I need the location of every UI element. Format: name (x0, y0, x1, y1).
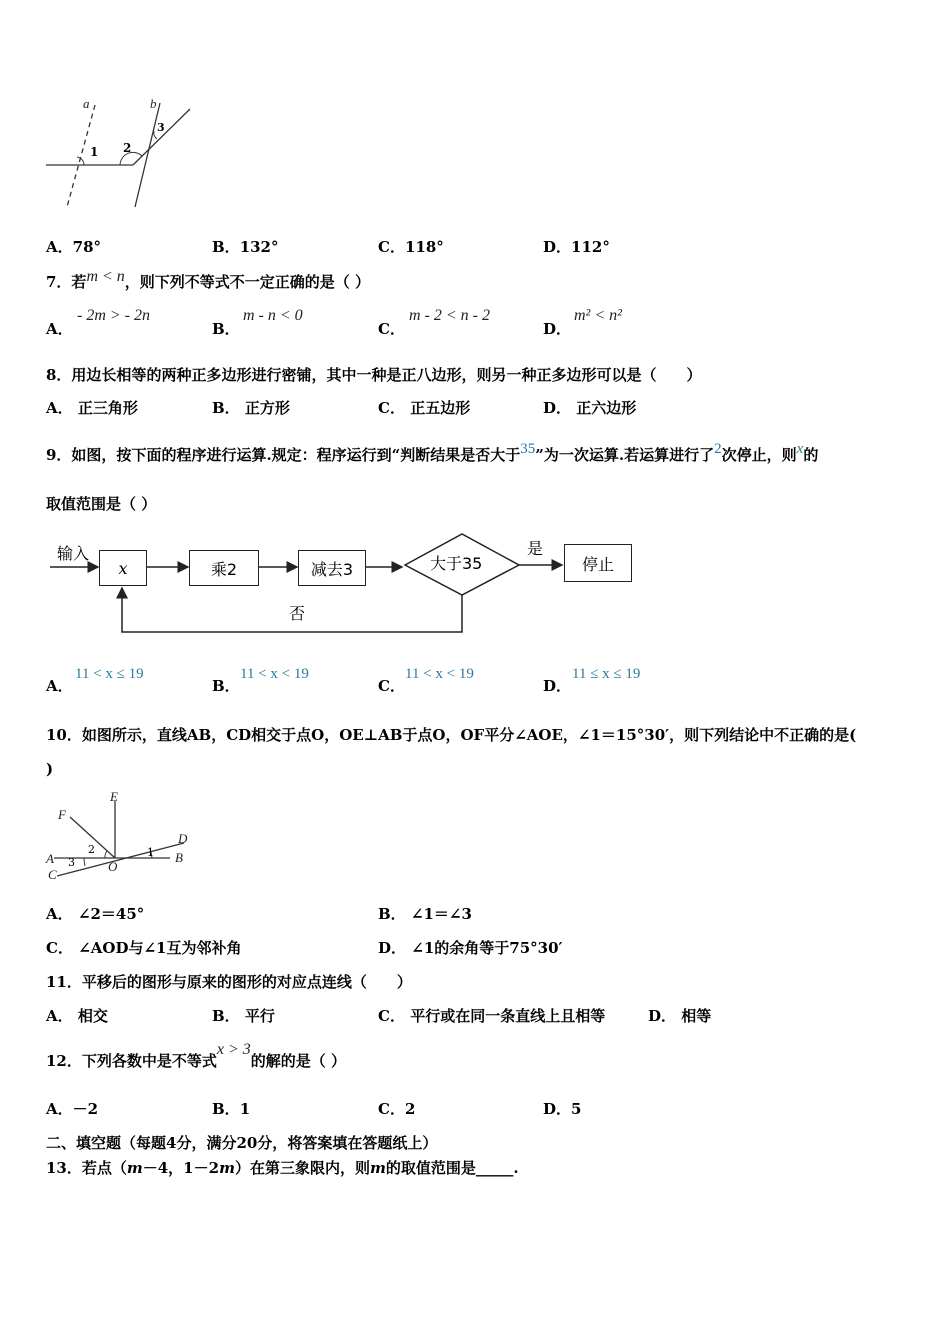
q10-option-a[interactable]: A． ∠2＝45° (46, 905, 145, 923)
angle-2-arc (105, 851, 107, 858)
label-d: D (178, 831, 188, 846)
angle-3-arc (84, 858, 85, 866)
q7-option-c[interactable]: m - 2 < n - 2 (409, 307, 491, 324)
q7-option-a[interactable]: - 2m > - 2n (77, 307, 151, 324)
angle-3-label: 3 (157, 121, 165, 134)
q9-stem: 9．如图，按下面的程序进行运算.规定：程序运行到“判断结果是否大于35”为一次运算.若运算进行了2次停止，则x的 (46, 441, 819, 464)
q6-option-d[interactable]: D．112° (543, 238, 610, 256)
flow-judge-label: 大于35 (430, 554, 483, 573)
q11-option-b[interactable]: B． 平行 (212, 1007, 275, 1025)
q8-option-d[interactable]: D． 正六边形 (543, 399, 637, 417)
q9-stem-line2: 取值范围是（ ） (46, 495, 157, 513)
answer-blank[interactable]: _____ (475, 1159, 514, 1177)
label-b: b (150, 96, 157, 111)
q7-option-b[interactable]: m - n < 0 (243, 307, 303, 324)
q13-stem: 13．若点（m－4，1－2m）在第三象限内，则m的取值范围是_____. (46, 1159, 519, 1177)
q7-option-c-letter: C． (378, 320, 405, 338)
q11-option-d[interactable]: D． 相等 (648, 1007, 712, 1025)
label-o: O (108, 859, 118, 874)
line-cd (57, 843, 184, 876)
q11-stem: 11．平移后的图形与原来的图形的对应点连线（ ） (46, 973, 412, 991)
q8-option-c[interactable]: C． 正五边形 (378, 399, 471, 417)
angle-2-label: 2 (123, 141, 132, 155)
q10-option-c[interactable]: C． ∠AOD与∠1互为邻补角 (46, 939, 242, 957)
q6-option-a[interactable]: A．78° (46, 238, 102, 256)
q7-option-d[interactable]: m² < n² (574, 307, 622, 324)
label-b: B (175, 850, 183, 865)
q8-stem: 8．用边长相等的两种正多边形进行密铺，其中一种是正八边形，则另一种正多边形可以是（ ） (46, 366, 702, 384)
q12-option-a[interactable]: A．－2 (46, 1100, 99, 1118)
label-a: A (46, 851, 54, 866)
flow-yes-label: 是 (527, 539, 544, 558)
q11-option-c[interactable]: C． 平行或在同一条直线上且相等 (378, 1007, 606, 1025)
q12-option-c[interactable]: C．2 (378, 1100, 416, 1118)
q12-option-d[interactable]: D．5 (543, 1100, 582, 1118)
label-f: F (58, 807, 66, 822)
q9-option-d[interactable]: 11 ≤ x ≤ 19 (572, 666, 641, 682)
q11-option-a[interactable]: A． 相交 (46, 1007, 108, 1025)
q7-option-b-letter: B． (212, 320, 240, 338)
q6-option-b[interactable]: B．132° (212, 238, 279, 256)
q9-option-c[interactable]: 11 < x < 19 (405, 666, 474, 682)
flow-mul-box: 乘2 (189, 550, 259, 586)
label-a: a (83, 96, 90, 111)
flow-input-label: 输入 (57, 544, 90, 563)
q9-option-c-letter: C． (378, 677, 405, 695)
label-c: C (48, 867, 57, 882)
section-2-heading: 二、填空题（每题4分，满分20分，将答案填在答题纸上） (46, 1134, 438, 1152)
label-angle-1: 1 (147, 846, 154, 859)
q9-option-a[interactable]: 11 < x ≤ 19 (75, 666, 144, 682)
q9-option-b-letter: B． (212, 677, 240, 695)
label-angle-2: 2 (88, 843, 95, 856)
q8-option-b[interactable]: B． 正方形 (212, 399, 290, 417)
q9-option-a-letter: A． (46, 677, 73, 695)
label-e: E (110, 789, 118, 804)
q12-option-b[interactable]: B．1 (212, 1100, 251, 1118)
q8-option-a[interactable]: A． 正三角形 (46, 399, 138, 417)
q7-option-d-letter: D． (543, 320, 572, 338)
q10-stem: 10．如图所示，直线AB，CD相交于点O，OE⊥AB于点O，OF平分∠AOE，∠1＝15°30′，则下列结论中不正确的是( (46, 726, 857, 744)
flow-stop-box: 停止 (564, 544, 632, 582)
q10-option-b[interactable]: B． ∠1＝∠3 (378, 905, 472, 923)
q9-option-d-letter: D． (543, 677, 572, 695)
q9-option-b[interactable]: 11 < x < 19 (240, 666, 309, 682)
angle-1-label: 1 (90, 145, 99, 159)
flow-sub-box: 减去3 (298, 550, 366, 586)
q7-option-a-letter: A． (46, 320, 73, 338)
flow-no-label: 否 (289, 604, 306, 623)
q10-option-d[interactable]: D． ∠1的余角等于75°30′ (378, 939, 563, 957)
q6-option-c[interactable]: C．118° (378, 238, 444, 256)
label-angle-3: 3 (68, 856, 75, 869)
q12-stem: 12．下列各数中是不等式x > 3的解的是（ ） (46, 1041, 347, 1070)
flow-x-box: x (99, 550, 147, 586)
q7-stem: 7．若m < n，则下列不等式不一定正确的是（ ） (46, 268, 371, 291)
q10-stem-line2: ) (46, 760, 54, 778)
